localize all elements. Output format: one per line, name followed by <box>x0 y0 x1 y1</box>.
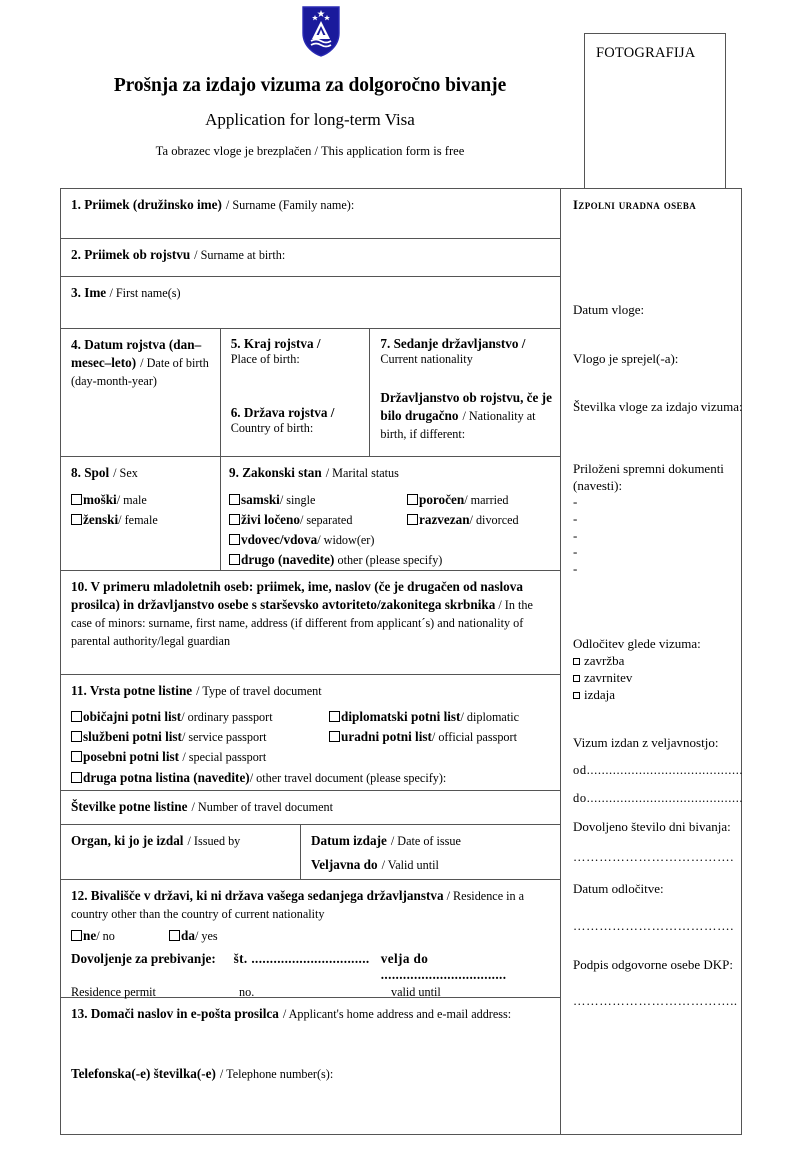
option-label: zavržba <box>584 652 625 668</box>
field-travel-document-type[interactable] <box>61 675 560 791</box>
option-label-sl: moški <box>83 492 117 507</box>
option-label-en: / female <box>118 513 158 527</box>
field-issued-by[interactable] <box>61 825 301 879</box>
visa-application-table <box>60 188 742 1135</box>
option-label-en: / ordinary passport <box>181 710 273 724</box>
official-application-number[interactable]: Številka vloge za izdajo vizuma: <box>573 398 743 414</box>
official-use-section <box>561 189 753 1134</box>
field-nationality-at-birth[interactable] <box>380 389 554 443</box>
field-date-of-issue[interactable] <box>311 832 554 850</box>
field-telephone-label-sl: Telefonska(-e) številka(-e) <box>71 1066 216 1081</box>
slovenia-coat-of-arms-icon <box>300 5 342 57</box>
field-valid-until-label-en: / Valid until <box>381 858 439 872</box>
checkbox-option-other-travel-document[interactable] <box>71 769 552 787</box>
official-valid-to-line[interactable]: do.......................................... <box>573 790 744 805</box>
option-label-sl: vdovec/vdova <box>241 532 318 547</box>
option-label-sl: ženski <box>83 512 119 527</box>
option-label-en: / separated <box>299 513 353 527</box>
field-current-nationality-label-en: Current nationality <box>380 352 473 366</box>
radio-option-reject-formal[interactable] <box>573 652 743 669</box>
checkbox-option-diplomatic-passport[interactable] <box>329 708 519 726</box>
checkbox-icon[interactable] <box>329 711 340 722</box>
supporting-document-slot[interactable]: - <box>573 494 578 510</box>
option-label: zavrnitev <box>584 669 633 685</box>
checkbox-icon[interactable] <box>71 731 82 742</box>
checkbox-icon[interactable] <box>169 930 180 941</box>
option-label-sl: poročen <box>419 492 465 507</box>
field-issued-by-label-en: / Issued by <box>187 834 241 848</box>
radio-option-refuse[interactable] <box>573 669 743 686</box>
field-first-name[interactable] <box>61 277 560 329</box>
field-place-of-birth-label-sl: 5. Kraj rojstva / <box>230 336 321 351</box>
field-surname-at-birth[interactable] <box>61 239 560 277</box>
travel-options-right <box>329 708 519 768</box>
field-valid-until-label-sl: Veljavna do <box>311 857 378 872</box>
supporting-document-slot[interactable]: - <box>573 544 578 560</box>
field-home-address-label-en: / Applicant's home address and e-mail address: <box>282 1007 512 1021</box>
option-label-sl: razvezan <box>419 512 470 527</box>
supporting-document-slot[interactable]: - <box>573 560 578 576</box>
field-date-of-birth-label-sl: 4. Datum rojstva (dan–mesec–leto) <box>71 337 202 370</box>
supporting-document-slot[interactable]: - <box>573 511 578 527</box>
photo-placeholder-box <box>584 33 726 189</box>
field-residence-label-sl: 12. Bivališče v državi, ki ni država vašega sedanjega državljanstva <box>71 888 444 903</box>
option-label-en: / divorced <box>469 513 519 527</box>
field-marital-status-label-en: / Marital status <box>325 466 399 480</box>
option-label: izdaja <box>584 686 616 702</box>
checkbox-icon[interactable] <box>573 658 580 665</box>
option-label-en: / diplomatic <box>460 710 520 724</box>
option-label-en: / yes <box>194 929 218 943</box>
option-label-en: / special passport <box>182 750 267 764</box>
field-travel-document-number-label-en: / Number of travel document <box>191 800 333 814</box>
field-surname-at-birth-label-en: / Surname at birth: <box>194 248 286 262</box>
option-label-sl: živi ločeno <box>241 512 300 527</box>
page-title-en: Application for long-term Visa <box>205 110 415 130</box>
field-residence-label-en: / Residence in a country other than the country of current nationality <box>71 889 525 921</box>
official-decision-date-label: Datum odločitve: <box>573 880 664 896</box>
radio-option-issue[interactable] <box>573 686 743 703</box>
option-label-en: / other travel document (please specify): <box>249 771 447 785</box>
checkbox-icon[interactable] <box>407 514 418 525</box>
option-label-en: / male <box>116 493 147 507</box>
field-date-of-birth[interactable] <box>61 329 221 456</box>
field-nationality-at-birth-label-sl: Državljanstvo ob rojstvu, če je bilo drugačno <box>380 390 552 423</box>
checkbox-option-male[interactable] <box>71 491 214 509</box>
checkbox-icon[interactable] <box>329 731 340 742</box>
checkbox-option-female[interactable] <box>71 511 214 529</box>
checkbox-icon[interactable] <box>71 930 82 941</box>
residence-permit-valid-label-en: valid until <box>391 985 441 999</box>
field-first-name-label-sl: 3. Ime <box>71 285 110 300</box>
field-current-nationality[interactable] <box>380 336 554 367</box>
checkbox-icon[interactable] <box>407 494 418 505</box>
field-marital-status[interactable] <box>221 457 560 570</box>
residence-permit-valid-line[interactable]: velja do .................................. <box>380 951 507 982</box>
field-place-and-country-of-birth[interactable] <box>221 329 371 456</box>
field-minor-guardian[interactable] <box>61 571 560 675</box>
checkbox-icon[interactable] <box>229 534 240 545</box>
birth-details-row <box>61 329 560 457</box>
official-decision-label: Odločitev glede vizuma: <box>573 635 701 651</box>
option-label-sl: posebni potni list <box>83 749 183 764</box>
free-form-note: Ta obrazec vloge je brezplačen / This application form is free <box>155 143 465 158</box>
field-sex[interactable] <box>61 457 221 570</box>
title-block <box>60 74 560 159</box>
official-days-allowed-line[interactable]: ………………………………. <box>573 850 734 865</box>
field-residence-other-country[interactable] <box>61 880 560 998</box>
field-valid-until[interactable] <box>311 856 554 874</box>
travel-options-left <box>71 708 329 768</box>
field-nationality[interactable] <box>370 329 560 456</box>
official-signature-label: Podpis odgovorne osebe DKP: <box>573 956 733 972</box>
field-current-nationality-label-sl: 7. Sedanje državljanstvo / <box>380 336 526 351</box>
page-title-sl: Prošnja za izdajo vizuma za dolgoročno bivanje <box>113 75 507 96</box>
field-travel-document-number[interactable] <box>61 791 560 825</box>
field-nationality-at-birth-label-en: / Nationality at birth, if different: <box>380 409 536 441</box>
option-label-sl: druga potna listina (navedite) <box>83 770 250 785</box>
field-country-of-birth-label-en: Country of birth: <box>230 421 314 435</box>
option-label-en: other (please specify) <box>334 553 443 567</box>
field-travel-document-type-label-en: / Type of travel document <box>196 684 322 698</box>
field-date-of-issue-label-sl: Datum izdaje <box>311 833 387 848</box>
sex-and-marital-row <box>61 457 560 571</box>
field-surname-label-en: / Surname (Family name): <box>225 198 355 212</box>
option-label-sl: samski <box>241 492 280 507</box>
field-issue-and-validity-dates[interactable] <box>301 825 560 879</box>
official-use-heading: Izpolni uradna oseba <box>573 198 697 212</box>
field-country-of-birth[interactable] <box>231 405 364 436</box>
field-place-of-birth-label-en: Place of birth: <box>230 352 300 366</box>
field-sex-label-en: / Sex <box>113 466 138 480</box>
checkbox-option-separated[interactable] <box>229 511 407 529</box>
field-first-name-label-en: / First name(s) <box>109 286 181 300</box>
checkbox-option-residence-no[interactable] <box>71 927 169 945</box>
field-place-of-birth[interactable] <box>231 336 364 367</box>
option-label-sl: običajni potni list <box>83 709 182 724</box>
official-decision-date-line[interactable]: ………………………………. <box>573 919 734 934</box>
option-label-en: / single <box>279 493 316 507</box>
checkbox-icon[interactable] <box>71 751 82 762</box>
official-visa-validity-label: Vizum izdan z veljavnostjo: <box>573 735 719 751</box>
checkbox-icon[interactable] <box>229 514 240 525</box>
field-surname-label-sl: 1. Priimek (družinsko ime) <box>71 197 222 212</box>
checkbox-icon[interactable] <box>71 711 82 722</box>
checkbox-icon[interactable] <box>573 675 580 682</box>
option-label-en: / official passport <box>431 730 517 744</box>
option-label-en: / married <box>464 493 509 507</box>
field-travel-document-number-label-sl: Številke potne listine <box>71 799 188 814</box>
official-supporting-documents-label: Priloženi spremni dokumenti (navesti): <box>573 461 724 494</box>
checkbox-icon[interactable] <box>229 554 240 565</box>
option-label-en: / no <box>96 929 115 943</box>
checkbox-option-ordinary-passport[interactable] <box>71 708 329 726</box>
option-label-sl: diplomatski potni list <box>341 709 461 724</box>
checkbox-option-special-passport[interactable] <box>71 748 329 766</box>
field-date-of-issue-label-en: / Date of issue <box>390 834 461 848</box>
checkbox-option-official-passport[interactable] <box>329 728 519 746</box>
option-label-sl: uradni potni list <box>341 729 432 744</box>
option-label-sl: da <box>181 928 195 943</box>
field-travel-document-type-label-sl: 11. Vrsta potne listine <box>71 683 193 698</box>
residence-permit-number-line[interactable]: št. ................................ <box>233 951 370 966</box>
option-label-sl: drugo (navedite) <box>241 552 335 567</box>
official-days-allowed-label: Dovoljeno število dni bivanja: <box>573 819 731 835</box>
residence-permit-number-label-en: no. <box>239 985 255 999</box>
checkbox-icon[interactable] <box>71 494 82 505</box>
field-country-of-birth-label-sl: 6. Država rojstva / <box>230 405 335 420</box>
checkbox-option-single[interactable] <box>229 491 407 509</box>
field-date-of-birth-label-en: / Date of birth (day-month-year) <box>71 356 209 388</box>
residence-permit-label-sl: Dovoljenje za prebivanje: <box>71 951 216 966</box>
checkbox-option-service-passport[interactable] <box>71 728 329 746</box>
field-minor-guardian-label-sl: 10. V primeru mladoletnih oseb: priimek, ime, naslov (če je drugačen od naslova prosilca) in državljanstvo osebe s starševsko avtoriteto/zakonitega skrbnika <box>71 579 523 612</box>
field-issued-by-label-sl: Organ, ki jo je izdal <box>71 833 184 848</box>
checkbox-icon[interactable] <box>573 692 580 699</box>
field-minor-guardian-label-en: / In the case of minors: surname, first name, address (if different from applicant´s) and nationality of parental authority/legal guardian <box>71 598 533 648</box>
official-valid-from-line[interactable]: od.......................................... <box>573 763 744 778</box>
field-surname[interactable] <box>61 189 560 239</box>
checkbox-icon[interactable] <box>71 772 82 783</box>
marital-options-right <box>407 491 519 571</box>
checkbox-option-widowed[interactable] <box>229 531 407 549</box>
option-label-sl: službeni potni list <box>83 729 182 744</box>
field-home-address[interactable] <box>71 1005 552 1023</box>
field-home-address-and-phone[interactable] <box>61 998 560 1134</box>
checkbox-option-residence-yes[interactable] <box>169 927 218 945</box>
field-surname-at-birth-label-sl: 2. Priimek ob rojstvu <box>71 247 191 262</box>
applicant-section <box>61 189 561 1134</box>
field-marital-status-label-sl: 9. Zakonski stan <box>229 465 322 480</box>
official-signature-line[interactable]: ……………………………….. <box>573 993 738 1008</box>
option-label-sl: ne <box>83 928 97 943</box>
issuer-and-dates-row <box>61 825 560 880</box>
option-label-en: / widow(er) <box>317 533 375 547</box>
field-sex-label-sl: 8. Spol <box>71 465 110 480</box>
field-telephone-label-en: / Telephone number(s): <box>219 1067 334 1081</box>
official-received-by[interactable]: Vlogo je sprejel(-a): <box>573 350 679 366</box>
form-header <box>0 0 800 188</box>
supporting-document-slot[interactable]: - <box>573 527 578 543</box>
checkbox-option-married[interactable] <box>407 491 519 509</box>
photo-label: FOTOGRAFIJA <box>596 45 696 61</box>
checkbox-icon[interactable] <box>229 494 240 505</box>
checkbox-option-divorced[interactable] <box>407 511 519 529</box>
field-telephone-number[interactable] <box>71 1065 552 1083</box>
residence-permit-label-en: Residence permit <box>71 985 156 999</box>
checkbox-option-other-marital[interactable] <box>229 551 443 569</box>
official-date-of-application[interactable]: Datum vloge: <box>573 301 645 317</box>
field-home-address-label-sl: 13. Domači naslov in e-pošta prosilca <box>71 1006 279 1021</box>
checkbox-icon[interactable] <box>71 514 82 525</box>
option-label-en: / service passport <box>181 730 267 744</box>
